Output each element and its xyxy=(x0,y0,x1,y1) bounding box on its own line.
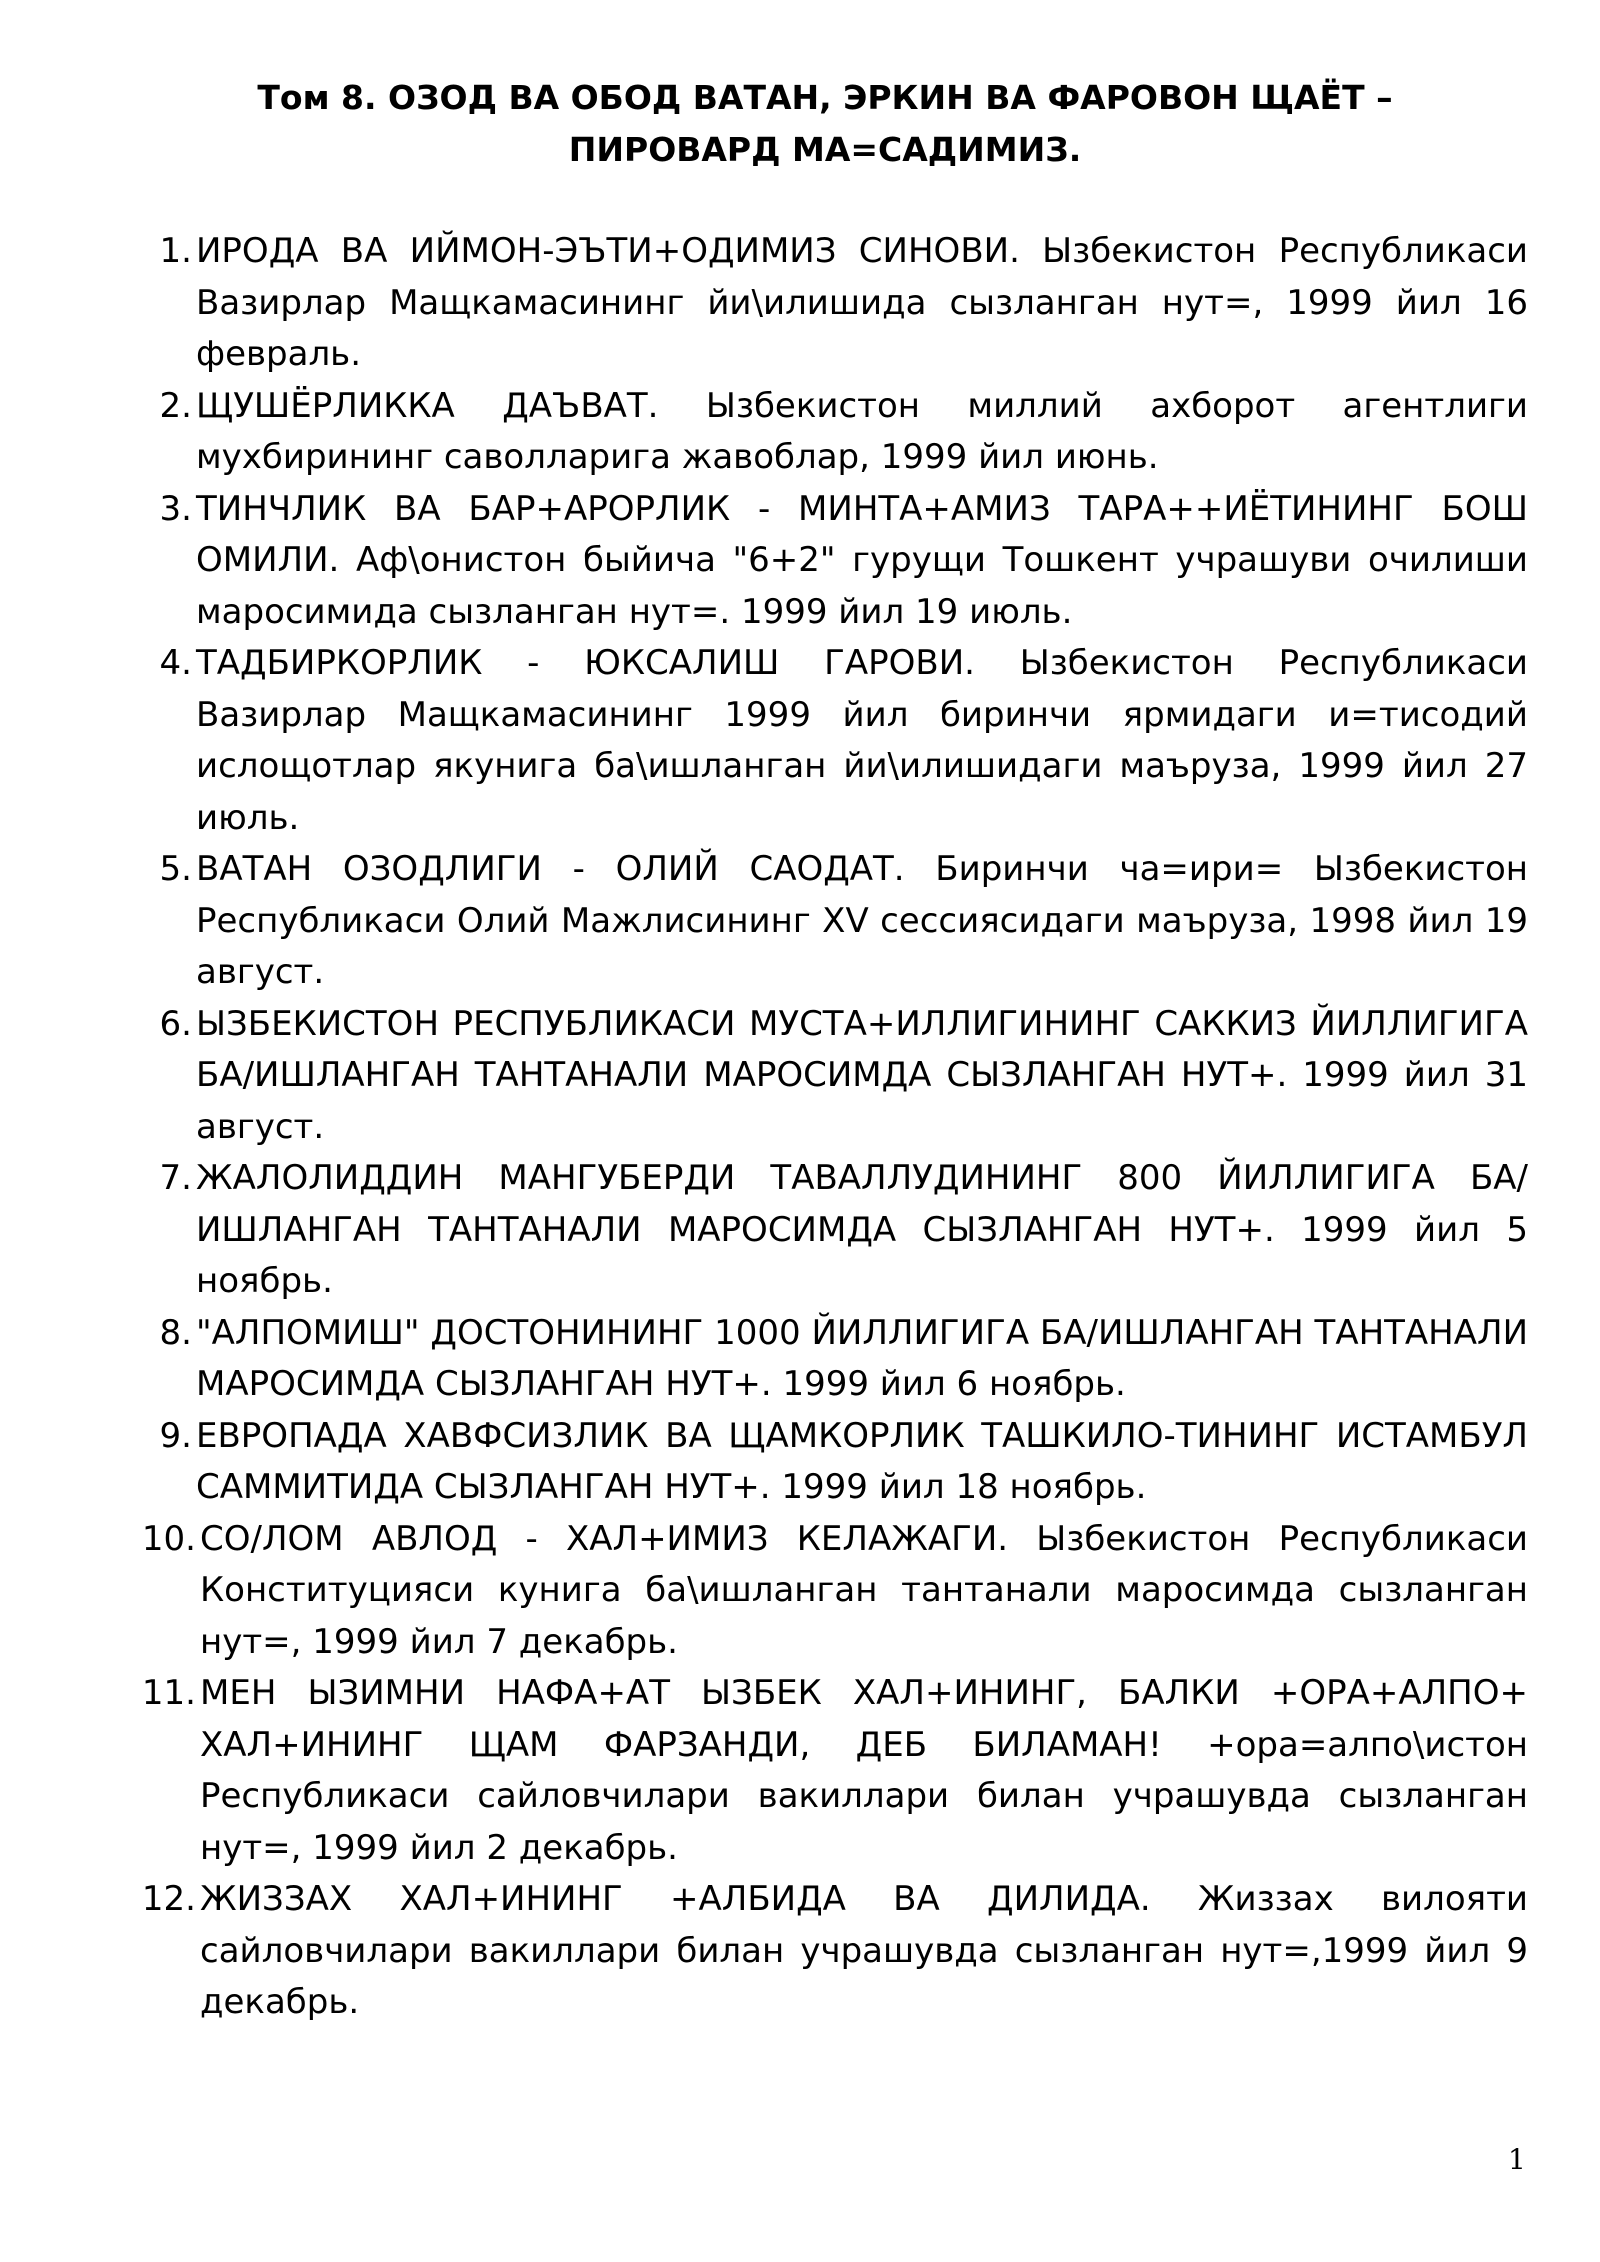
list-item-text: ЩУШЁРЛИККА ДАЪВАТ. Ызбекистон миллий ахборот агентлиги мухбирининг саволларига жавоблар, 1999 йил июнь. xyxy=(196,385,1528,477)
list-item-number: 1. xyxy=(159,231,192,271)
list-item-number: 6. xyxy=(159,1003,192,1044)
list-item-text: ЖИЗЗАХ ХАЛ+ИНИНГ +АЛБИДА ВА ДИЛИДА. Жиззах вилояти сайловчилари вакиллари билан учрашувда сызланган нут=,1999 йил 9 декабрь. xyxy=(200,1879,1528,2022)
list-item-number: 12. xyxy=(141,1879,196,1919)
list-item-text: ТАДБИРКОРЛИК - ЮКСАЛИШ ГАРОВИ. Ызбекистон Республикаси Вазирлар Мащкамасининг 1999 йил биринчи ярмидаги и=тисодий ислощотлар якунига ба\ишланган йи\илишидаги маъруза, 1999 йил 27 июль. xyxy=(196,643,1528,838)
list-item xyxy=(140,638,1528,844)
list-item-text: ИРОДА ВА ИЙМОН-ЭЪТИ+ОДИМИЗ СИНОВИ. Ызбекистон Республикаси Вазирлар Мащкамасининг йи\илишида сызланган нут=, 1999 йил 16 февраль. xyxy=(196,231,1528,374)
list-item xyxy=(140,1308,1528,1411)
list-item xyxy=(140,1411,1528,1514)
list-item-number: 7. xyxy=(159,1158,192,1198)
list-item-text: ЖАЛОЛИДДИН МАНГУБЕРДИ ТАВАЛЛУДИНИНГ 800 ЙИЛЛИГИГА БА/ИШЛАНГАН ТАНТАНАЛИ МАРОСИМДА СЫЗЛАНГАН НУТ+. 1999 йил 5 ноябрь. xyxy=(196,1158,1528,1301)
list-item xyxy=(140,381,1528,484)
list-item-text: ТИНЧЛИК ВА БАР+АРОРЛИК - МИНТА+АМИЗ ТАРА++ИЁТИНИНГ БОШ ОМИЛИ. Аф\онистон быйича "6+2" гурущи Тошкент учрашуви очилиши маросимида сызланган нут=. 1999 йил 19 июль. xyxy=(196,488,1528,632)
list-item xyxy=(140,1874,1528,2029)
list-item-text: МЕН ЫЗИМНИ НАФА+АТ ЫЗБЕК ХАЛ+ИНИНГ, БАЛКИ +ОРА+АЛПО+ ХАЛ+ИНИНГ ЩАМ ФАРЗАНДИ, ДЕБ БИЛАМАН! +ора=алпо\истон Республикаси сайловчилари вакиллари билан учрашувда сызланган нут=, 1999 йил 2 декабрь. xyxy=(200,1673,1528,1868)
list-item-number: 4. xyxy=(159,643,192,683)
list-item xyxy=(140,226,1528,381)
list-item-number: 9. xyxy=(159,1415,192,1456)
list-item-number: 11. xyxy=(141,1673,196,1713)
list-item-text: ЕВРОПАДА ХАВФСИЗЛИК ВА ЩАМКОРЛИК ТАШКИЛО-ТИНИНГ ИСТАМБУЛ САММИТИДА СЫЗЛАНГАН НУТ+. 1999 йил 18 ноябрь. xyxy=(196,1415,1528,1507)
list-item-text: ЫЗБЕКИСТОН РЕСПУБЛИКАСИ МУСТА+ИЛЛИГИНИНГ САККИЗ ЙИЛЛИГИГА БА/ИШЛАНГАН ТАНТАНАЛИ МАРОСИМДА СЫЗЛАНГАН НУТ+. 1999 йил 31 август. xyxy=(196,1003,1528,1147)
list-item-number: 5. xyxy=(159,849,192,889)
list-item xyxy=(140,1153,1528,1308)
list-item-text: СО/ЛОМ АВЛОД - ХАЛ+ИМИЗ КЕЛАЖАГИ. Ызбекистон Республикаси Конституцияси кунига ба\ишланган тантанали маросимда сызланган нут=, 1999 йил 7 декабрь. xyxy=(200,1518,1528,1662)
list-item-number: 8. xyxy=(159,1312,192,1353)
list-item xyxy=(140,1668,1528,1874)
list-item-text: ВАТАН ОЗОДЛИГИ - ОЛИЙ САОДАТ. Биринчи ча=ири= Ызбекистон Республикаси Олий Мажлисининг XV сессиясидаги маъруза, 1998 йил 19 август. xyxy=(196,849,1528,992)
list-item xyxy=(140,999,1528,1154)
list-item xyxy=(140,484,1528,639)
list-item-number: 2. xyxy=(159,385,192,426)
list-item-text: "АЛПОМИШ" ДОСТОНИНИНГ 1000 ЙИЛЛИГИГА БА/ИШЛАНГАН ТАНТАНАЛИ МАРОСИМДА СЫЗЛАНГАН НУТ+. 1999 йил 6 ноябрь. xyxy=(196,1312,1528,1404)
list-item-number: 10. xyxy=(141,1518,196,1559)
list-item xyxy=(140,1514,1528,1669)
page-title: Том 8. ОЗОД ВА ОБОД ВАТАН, ЭРКИН ВА ФАРОВОН ЩАЁТ – ПИРОВАРД МА=САДИМИЗ. xyxy=(257,78,1393,169)
table-of-contents xyxy=(140,226,1528,2029)
list-item-number: 3. xyxy=(159,488,192,529)
page-number: 1 xyxy=(1508,2143,1526,2176)
list-item xyxy=(140,844,1528,999)
